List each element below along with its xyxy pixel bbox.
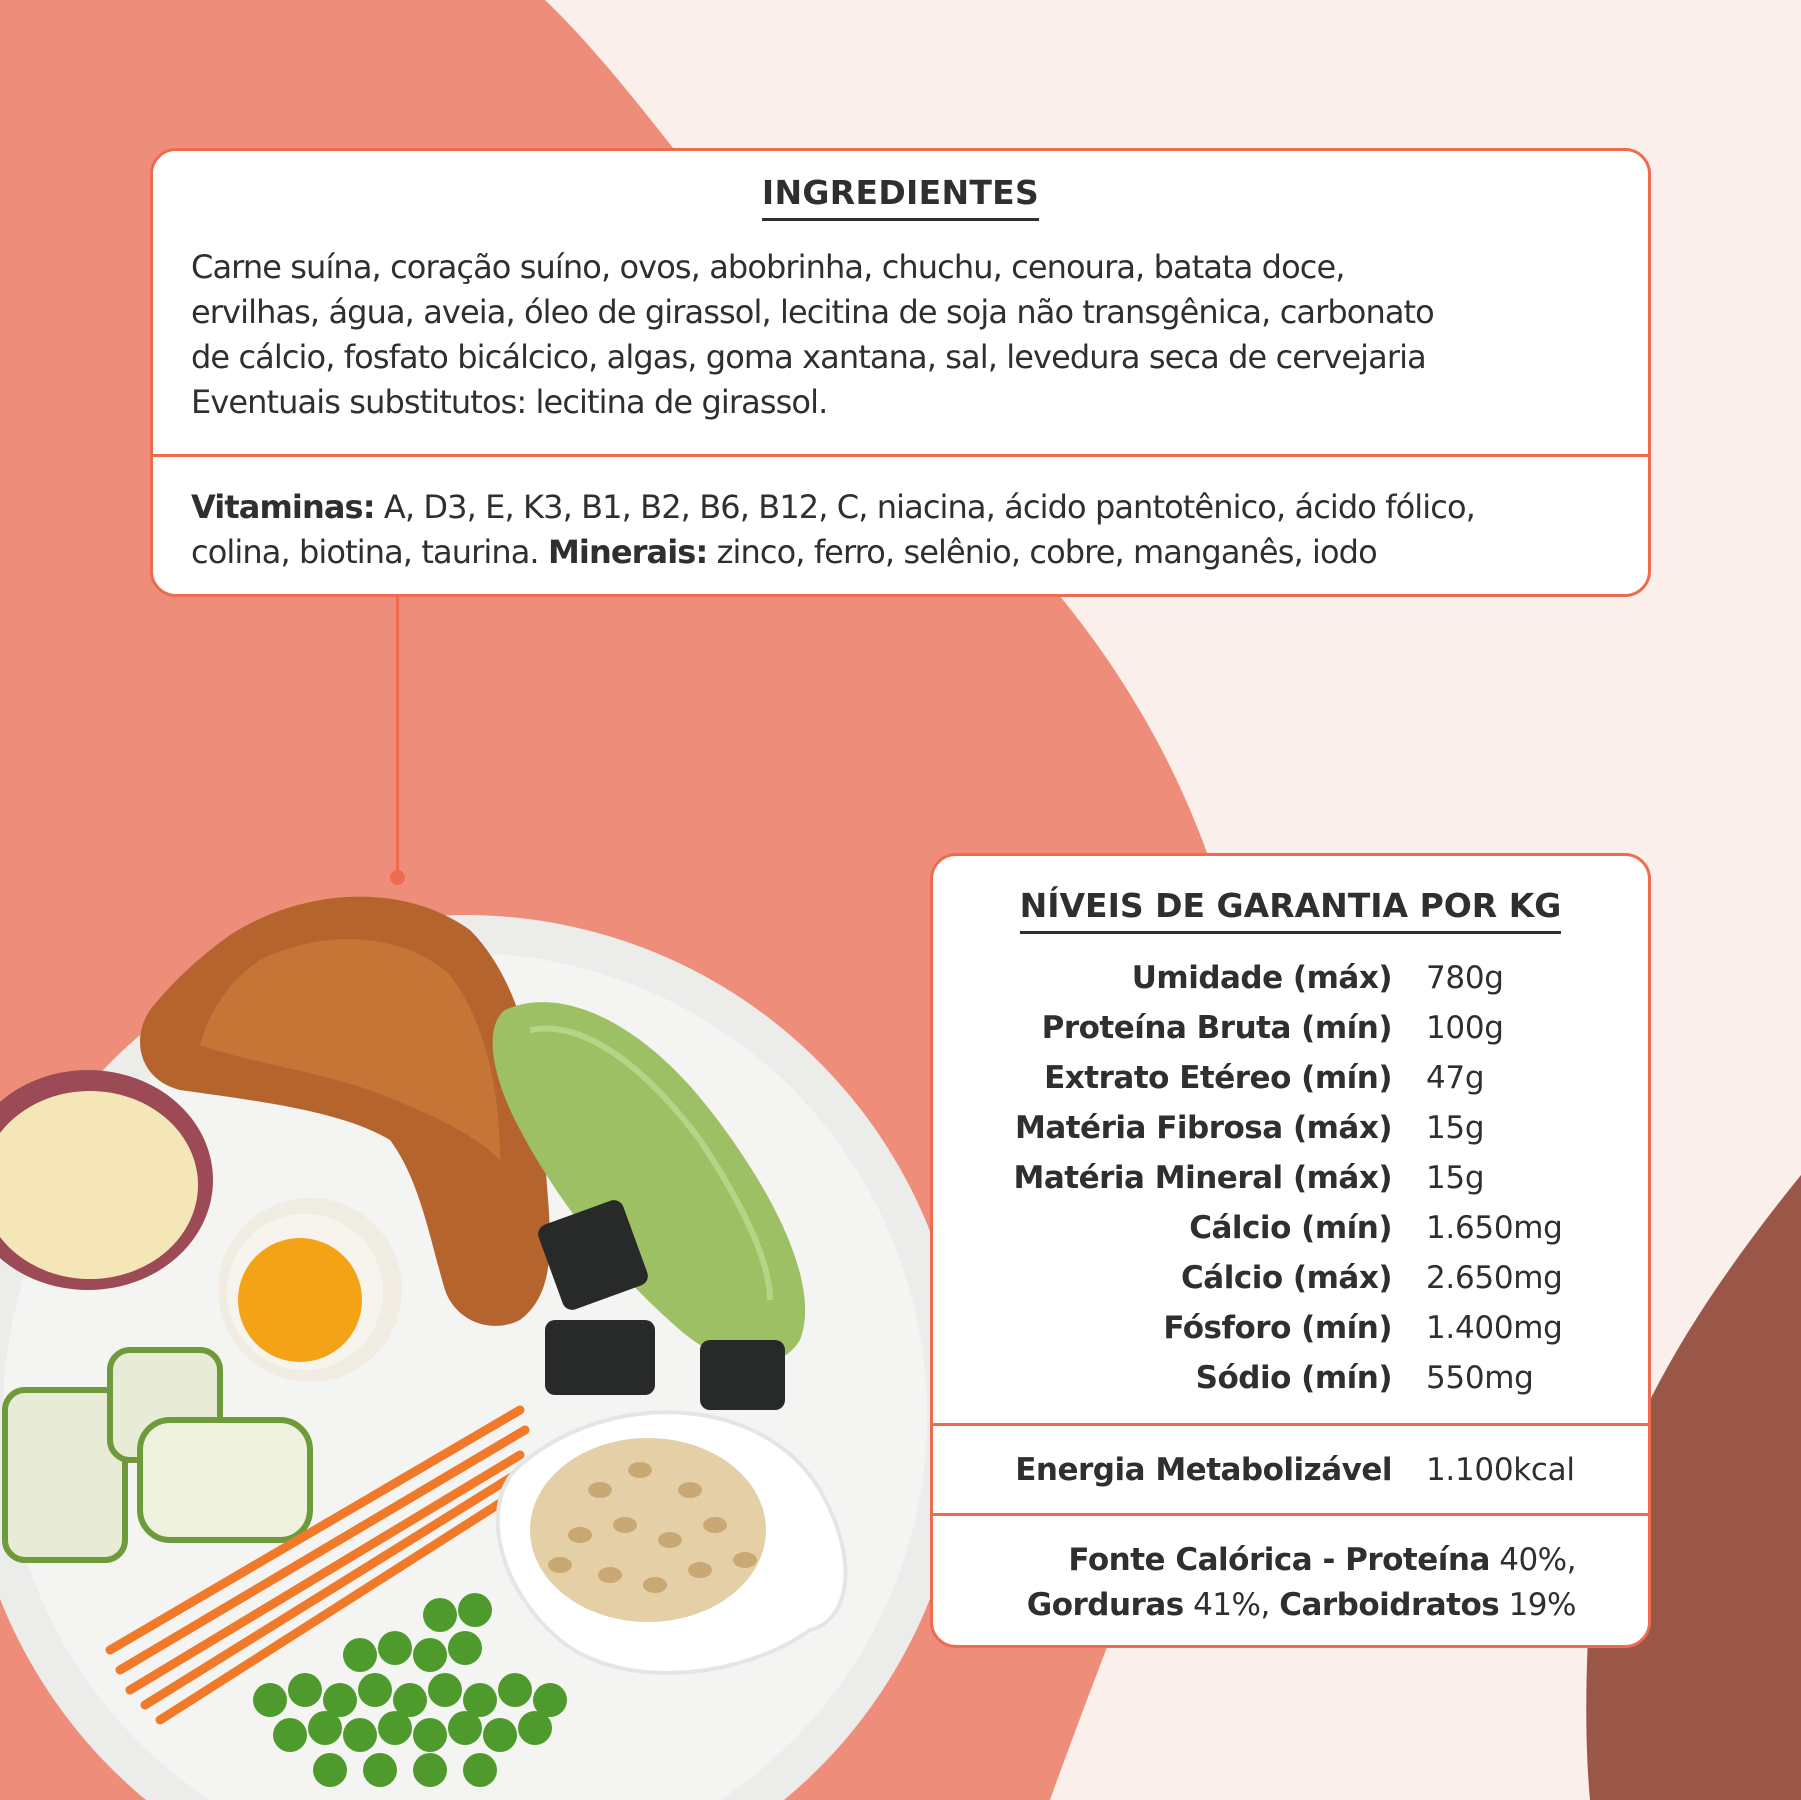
connector-line <box>396 597 399 873</box>
level-row: Sódio (mín) 550mg <box>1195 1360 1534 1396</box>
ingredients-text: Carne suína, coração suíno, ovos, abobrinha, chuchu, cenoura, batata doce, ervilhas, água, aveia, óleo de girassol, lecitina de soja não transgênica, carbonato de cálcio, fosfato bicálcico, algas, goma xantana, sal, levedura seca de cervejaria Eventuais substitutos: lecitina de girassol. <box>191 248 1434 421</box>
level-row: Cálcio (mín) 1.650mg <box>1189 1210 1563 1246</box>
level-row: Matéria Mineral (máx) 15g <box>1013 1160 1485 1196</box>
ingredients-card <box>150 148 1651 597</box>
connector-dot <box>390 870 405 885</box>
level-row: Fósforo (mín) 1.400mg <box>1163 1310 1563 1346</box>
level-row: Cálcio (máx) 2.650mg <box>1181 1260 1563 1296</box>
levels-divider <box>933 1423 1648 1426</box>
guarantee-levels-card <box>930 853 1651 1648</box>
energy-divider <box>933 1513 1648 1516</box>
level-row: Extrato Etéreo (mín) 47g <box>1044 1060 1485 1096</box>
guarantee-levels-title: NÍVEIS DE GARANTIA POR KG <box>933 886 1648 934</box>
level-row: Matéria Fibrosa (máx) 15g <box>1014 1110 1485 1146</box>
ingredients-divider <box>153 454 1648 457</box>
caloric-source-text: Fonte Calórica - Proteína 40%, Gorduras 41%, Carboidratos 19% <box>1026 1542 1576 1623</box>
minerals-label: Minerais: <box>547 533 708 571</box>
level-row: Umidade (máx) 780g <box>1131 960 1504 996</box>
vitamins-minerals-text: Vitaminas: A, D3, E, K3, B1, B2, B6, B12, C, niacina, ácido pantotênico, ácido fólico, colina, biotina, taurina. Minerais: zinco, ferro, selênio, cobre, manganês, iodo <box>191 488 1475 571</box>
level-row: Proteína Bruta (mín) 100g <box>1041 1010 1504 1046</box>
ingredients-title: INGREDIENTES <box>153 173 1648 221</box>
energy-row: Energia Metabolizável 1.100kcal <box>1015 1452 1575 1488</box>
vitamins-label: Vitaminas: <box>191 488 375 526</box>
